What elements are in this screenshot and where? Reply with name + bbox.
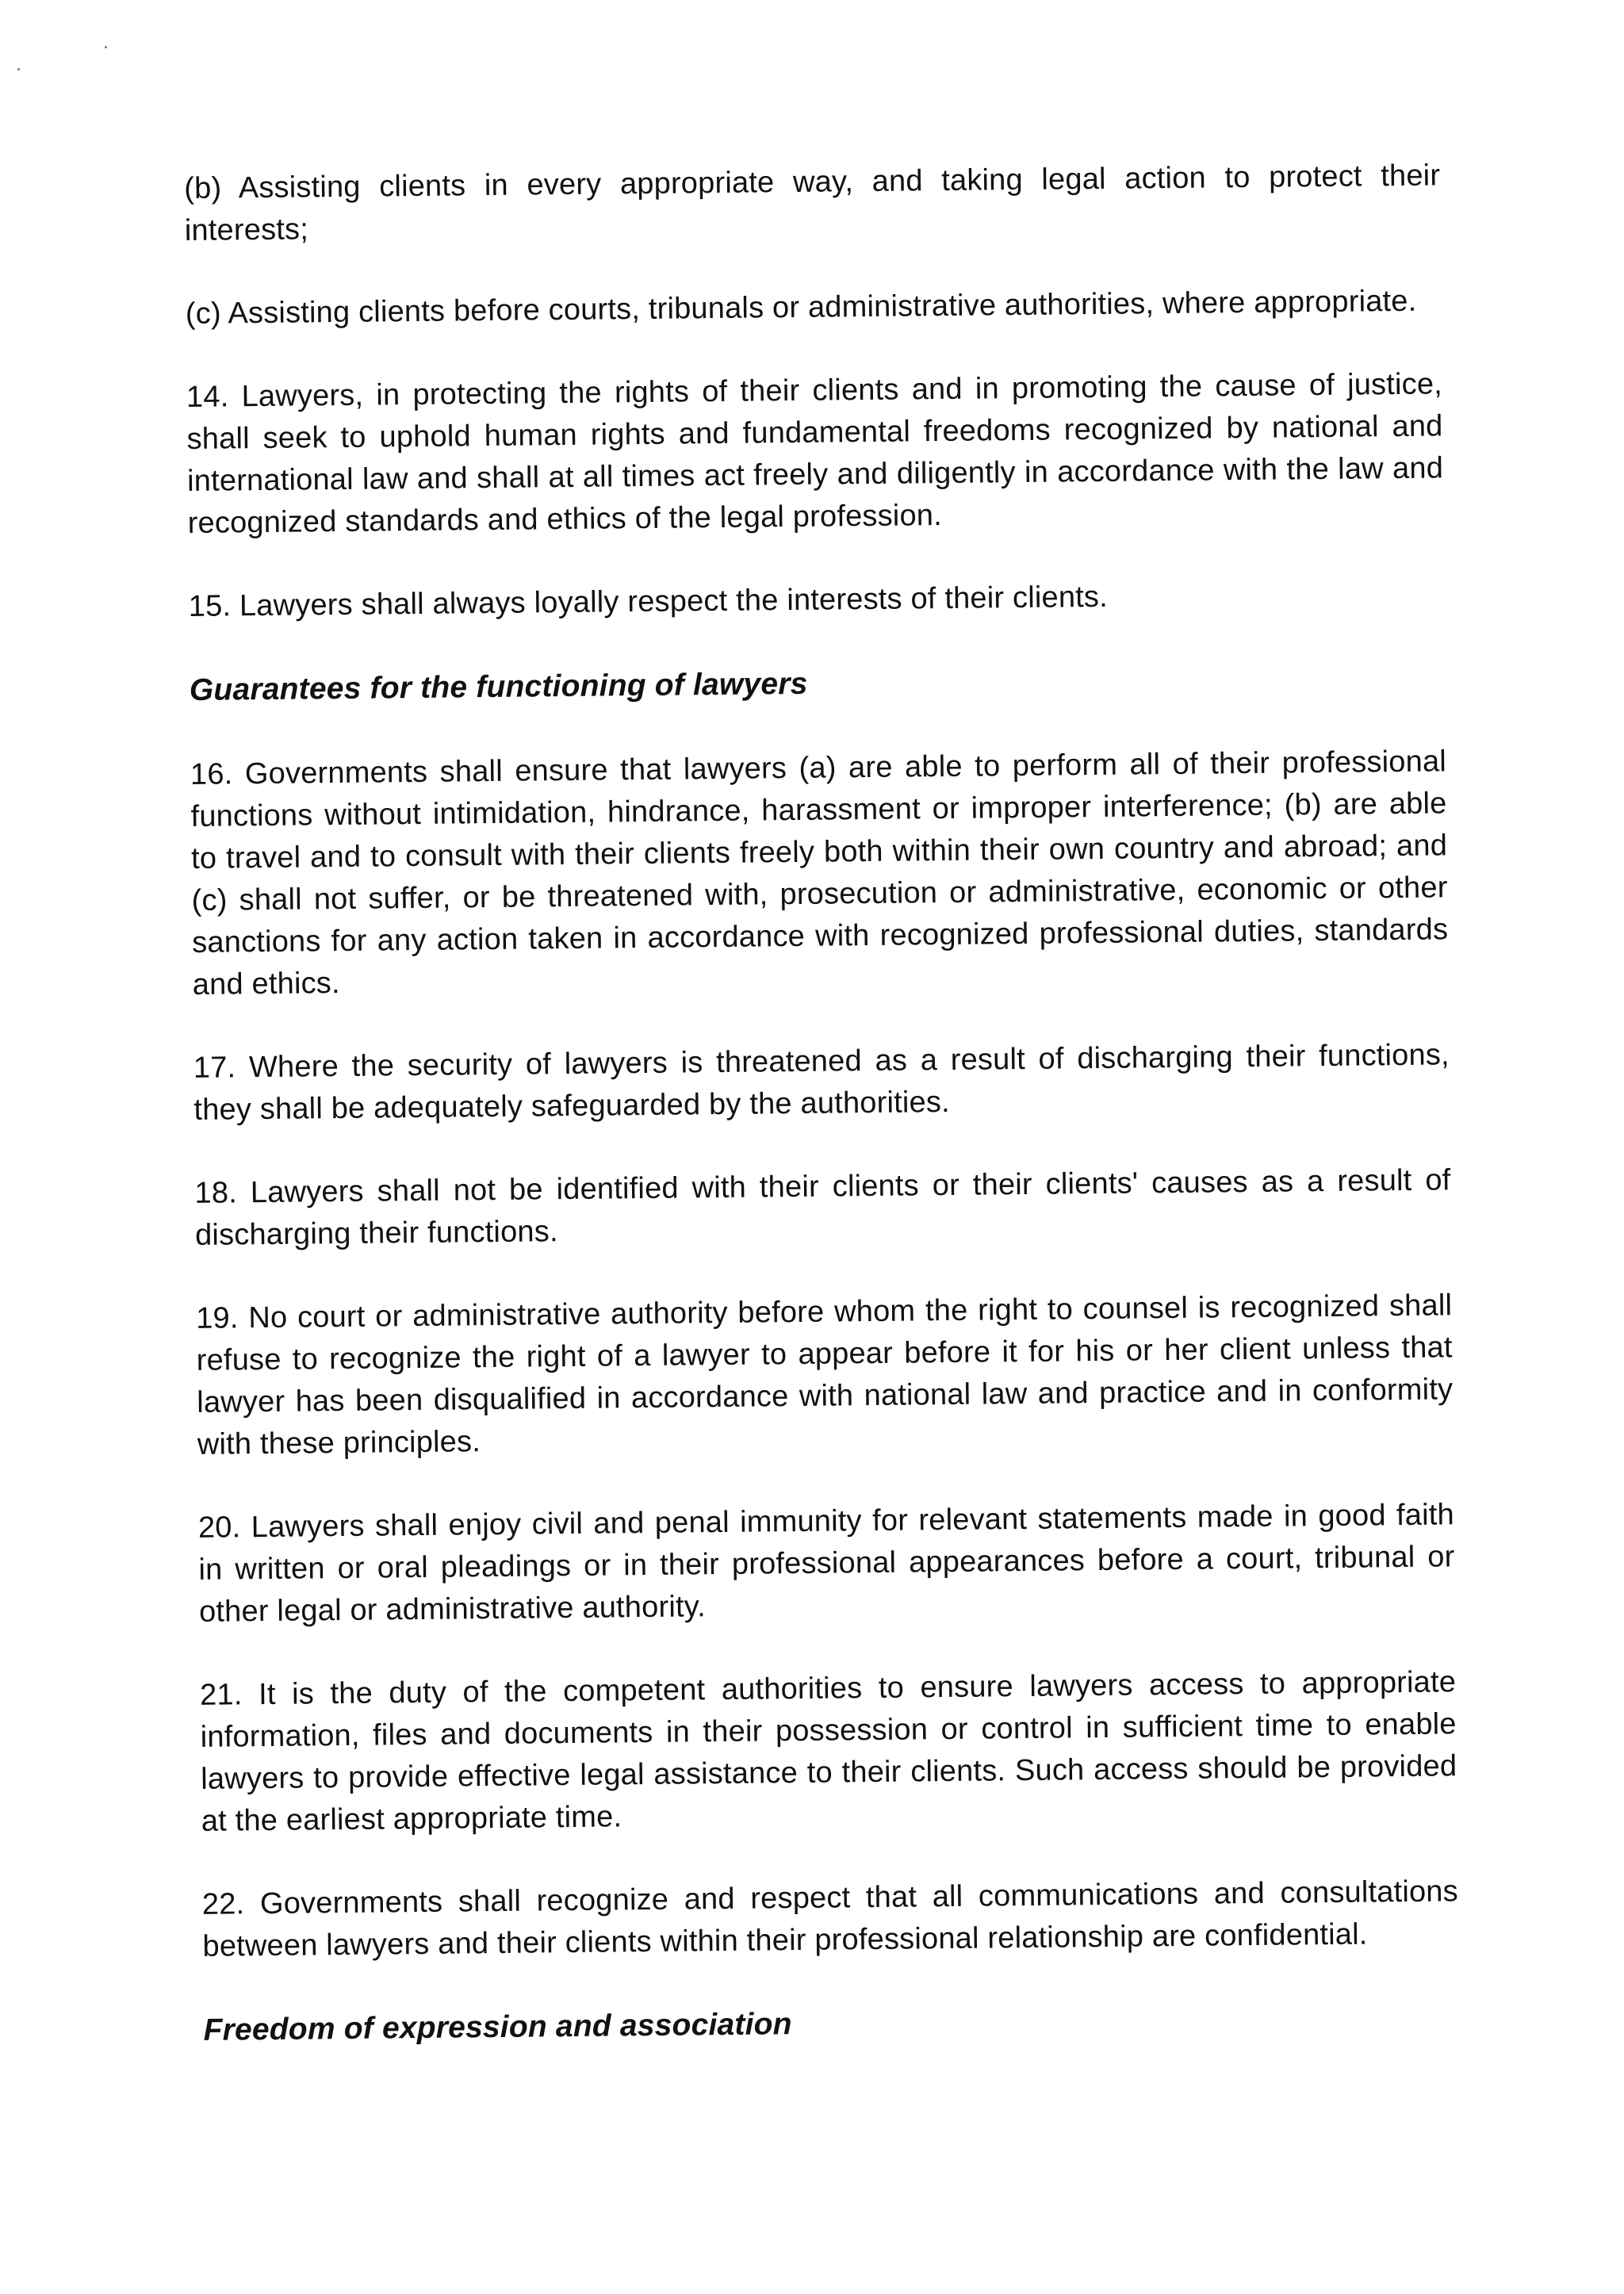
paragraph-c: (c) Assisting clients before courts, tribunals or administrative authorities, where appropriate.: [185, 284, 1417, 331]
scan-speck: [105, 46, 107, 48]
paragraph-22: 22. Governments shall recognize and respect that all communications and consultations between lawyers and their clients within their professional relationship are confidential.: [201, 1875, 1459, 1963]
section-heading-freedom: Freedom of expression and association: [203, 2007, 792, 2047]
paragraph-19: 19. No court or administrative authority before whom the right to counsel is recognized shall refuse to recognize the right of a lawyer to appear before it for his or her client unless that lawyer has been disqualified in accordance with national law and practice and in conformity with these principles.: [195, 1289, 1454, 1461]
section-heading-guarantees: Guarantees for the functioning of lawyers: [189, 666, 808, 707]
paragraph-21: 21. It is the duty of the competent authorities to ensure lawyers access to appropriate information, files and documents in their possession or control in sufficient time to enable lawyers to provide effective legal assistance to their clients. Such access should be provided at the earliest appropriate time.: [199, 1665, 1457, 1838]
paragraph-16: 16. Governments shall ensure that lawyers (a) are able to perform all of their professional functions without intimidation, hindrance, harassment or improper interference; (b) are able to travel and to consult with their clients freely both within their own country and abroad; and (c) shall not suffer, or be threatened with, prosecution or administrative, economic or other sanctions for any action taken in accordance with recognized professional duties, standards and ethics.: [190, 745, 1449, 1001]
paragraph-17: 17. Where the security of lawyers is threatened as a result of discharging their functions, they shall be adequately safeguarded by the authorities.: [193, 1038, 1450, 1127]
document-body: [184, 155, 1460, 2093]
paragraph-20: 20. Lawyers shall enjoy civil and penal immunity for relevant statements made in good faith in written or oral pleadings or in their professional appearances before a court, tribunal or other legal or administrative authority.: [197, 1498, 1455, 1629]
scan-speck: [17, 68, 20, 71]
paragraph-14: 14. Lawyers, in protecting the rights of their clients and in promoting the cause of justice, shall seek to uphold human rights and fundamental freedoms recognized by national and international law and shall at all times act freely and diligently in accordance with the law and recognized standards and ethics of the legal profession.: [186, 367, 1444, 540]
paragraph-15: 15. Lawyers shall always loyally respect the interests of their clients.: [188, 580, 1109, 623]
paragraph-18: 18. Lawyers shall not be identified with their clients or their clients' causes as a result of discharging their functions.: [194, 1163, 1451, 1252]
paragraph-b: (b) Assisting clients in every appropriate way, and taking legal action to protect their interests;: [184, 159, 1441, 247]
